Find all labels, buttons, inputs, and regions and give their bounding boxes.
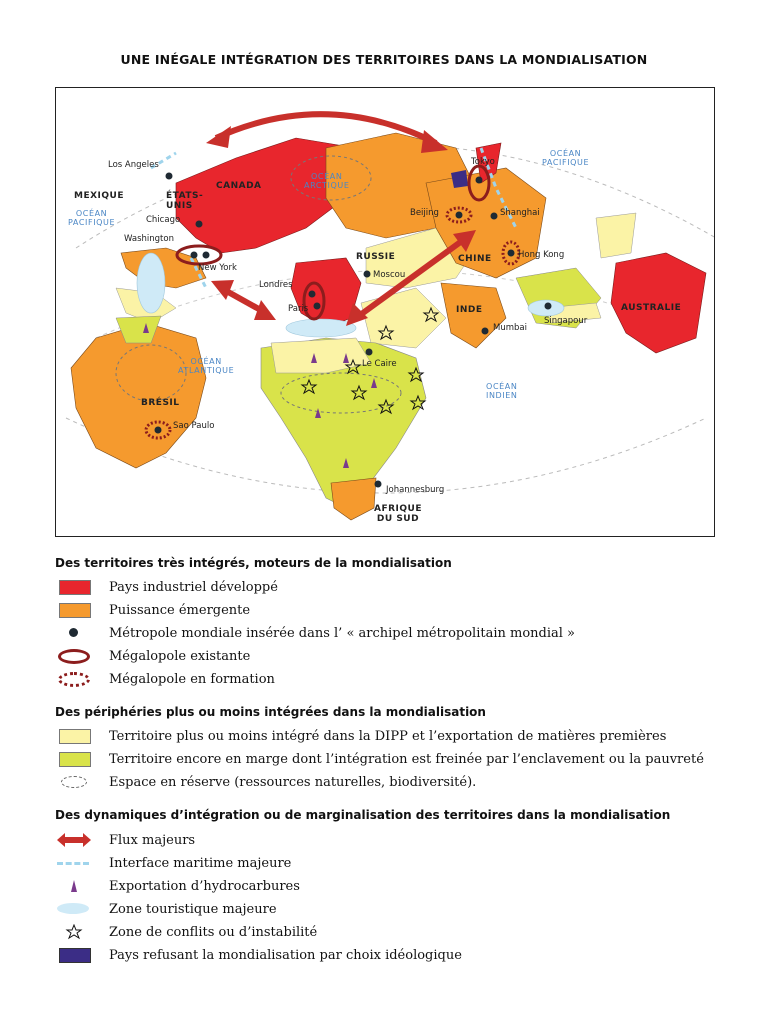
city-label: Paris [288,304,309,314]
metropole-hong-kong [508,250,515,257]
city-label: Chicago [146,215,181,225]
city-label: Sao Paulo [173,421,215,431]
refusing-swatch [57,947,91,963]
legend-item: Territoire plus ou moins intégré dans la DIPP et l’exportation de matières premières [57,727,737,745]
metropole-johannesburg [375,481,382,488]
city-label: Tokyo [471,157,495,167]
emerging-swatch [57,602,91,618]
india-region [441,283,506,348]
megalopole-existing-icon [57,648,91,664]
city-label: Johannesburg [386,485,445,495]
world-map [55,87,715,537]
legend-item: Pays industriel développé [57,578,737,596]
legend-item: Exportation d’hydrocarbures [57,877,737,895]
metropole-mumbai [482,328,489,335]
legend-item: Flux majeurs [57,831,737,849]
megalopole-forming-icon [57,671,91,687]
margin-swatch [57,751,91,767]
legend-item: Métropole mondiale insérée dans l’ « archipel métropolitain mondial » [57,624,737,642]
city-label: Le Caire [362,359,397,369]
ocean-label: OCÉAN ARCTIQUE [304,172,350,191]
ocean-label: OCÉAN INDIEN [486,382,518,401]
dipp-swatch [57,728,91,744]
metropole-icon [57,625,91,641]
maritime-interface-icon [57,855,91,871]
ocean-label: OCÉAN ATLANTIQUE [178,357,235,376]
reserve-icon [57,774,91,790]
ocean-label: OCÉAN PACIFIQUE [68,209,116,228]
metropole-singapour [545,303,552,310]
legend-section-title: Des territoires très intégrés, moteurs de la mondialisation [55,556,452,570]
city-label: New York [198,263,237,273]
legend-item: Mégalopole existante [57,647,737,665]
legend-item: Mégalopole en formation [57,670,737,688]
legend-section-title: Des périphéries plus ou moins intégrées dans la mondialisation [55,705,486,719]
flux-arrow-icon [57,832,91,848]
metropole-sao-paulo [155,427,162,434]
legend-item: Espace en réserve (ressources naturelles, biodiversité). [57,773,737,791]
metropole-moscou [364,271,371,278]
country-label: MEXIQUE [74,191,124,201]
developed-swatch [57,579,91,595]
city-label: Washington [124,234,174,244]
metropole-tokyo [476,177,483,184]
conflict-star-icon [57,924,91,940]
city-label: Beijing [410,208,439,218]
tourism-zone-caribbean [137,253,165,313]
metropole-los-angeles [166,173,173,180]
country-label: BRÉSIL [141,398,180,408]
south-africa-region [331,478,376,520]
city-label: Londres [259,280,293,290]
city-label: Los Angeles [108,160,159,170]
metropole-le-caire [366,349,373,356]
metropole-paris [314,303,321,310]
legend-item: Territoire encore en marge dont l’intégration est freinée par l’enclavement ou la pauvreté [57,750,737,768]
city-label: Hong Kong [518,250,565,260]
hydrocarbon-icon [57,878,91,894]
legend-section-title: Des dynamiques d’intégration ou de marginalisation des territoires dans la mondialisation [55,808,671,822]
legend-item: Puissance émergente [57,601,737,619]
metropole-shanghai [491,213,498,220]
country-label: RUSSIE [356,252,396,262]
city-label: Singapour [544,316,588,326]
legend-item: Zone de conflits ou d’instabilité [57,923,737,941]
ocean-label: OCÉAN PACIFIQUE [542,149,590,168]
country-label: AUSTRALIE [621,303,682,313]
legend-item: Interface maritime majeure [57,854,737,872]
country-label: AFRIQUE DU SUD [374,504,422,524]
city-label: Mumbai [493,323,527,333]
map-drawing [56,88,715,537]
map-title: UNE INÉGALE INTÉGRATION DES TERRITOIRES DANS LA MONDIALISATION [120,52,648,67]
metropole-washington [191,252,198,259]
metropole-londres [309,291,316,298]
country-label: CHINE [458,254,492,264]
metropole-beijing [456,212,463,219]
legend-item: Pays refusant la mondialisation par choix idéologique [57,946,737,964]
country-label: ÉTATS- UNIS [166,191,204,211]
metropole-new-york [203,252,210,259]
metropole-chicago [196,221,203,228]
country-label: INDE [456,305,483,315]
city-label: Shanghai [500,208,540,218]
country-label: CANADA [216,181,262,191]
south-america-region [71,323,206,468]
legend-item: Zone touristique majeure [57,900,737,918]
tourism-zone-mediterranean [286,319,356,337]
city-label: Moscou [373,270,406,280]
tourism-zone-icon [57,901,91,917]
